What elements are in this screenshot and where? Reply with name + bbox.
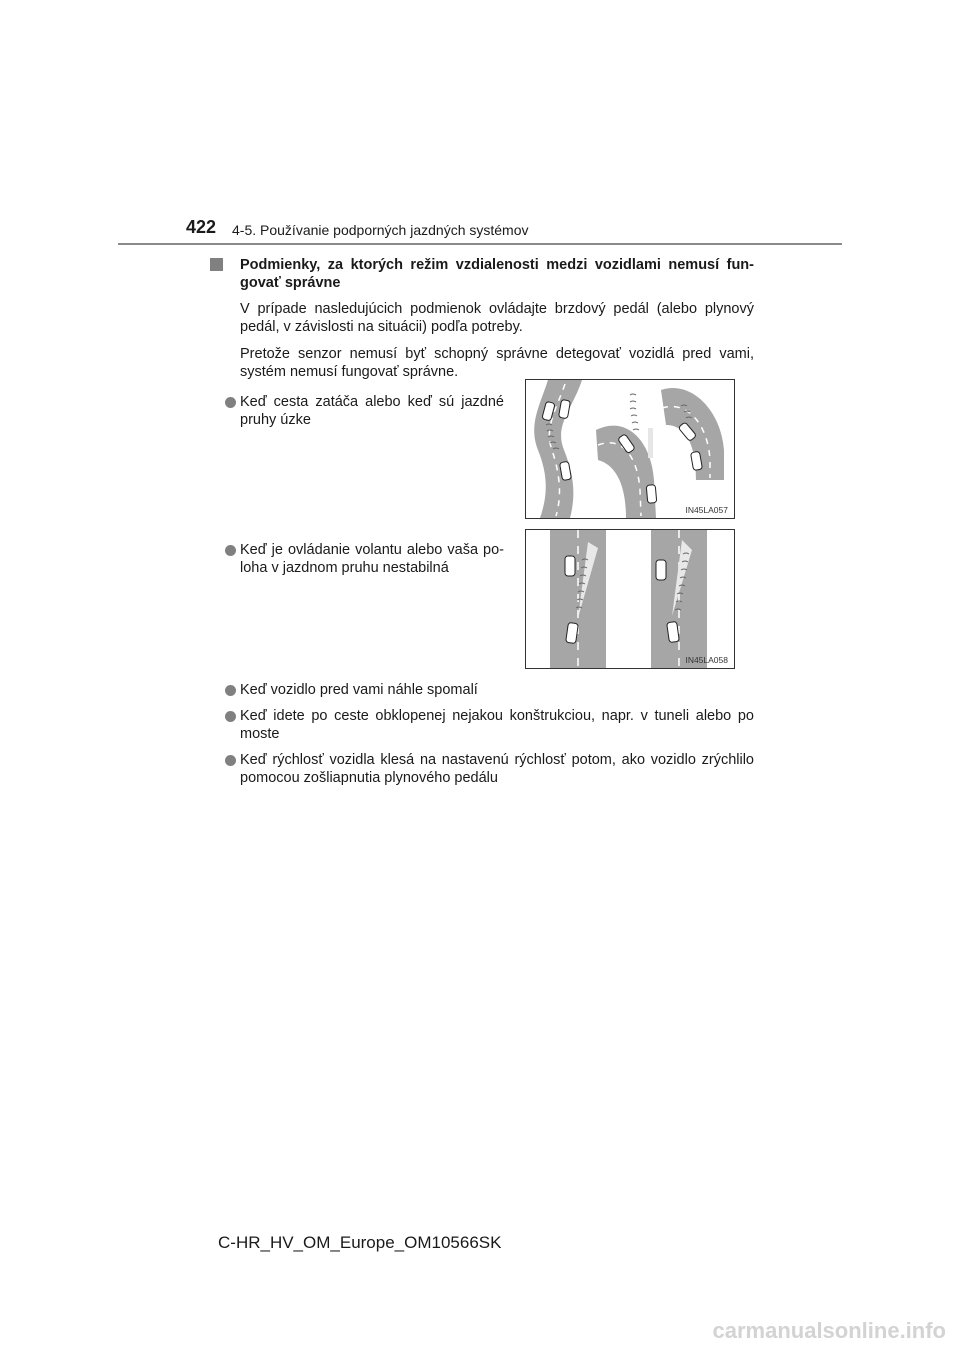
bullet-text: Keď rýchlosť vozidla klesá na nastavenú rýchlosť potom, ako vozidlo zrýchlilo pomocou zošliapnutia plynového pedálu	[240, 752, 754, 786]
site-watermark: carmanualsonline.info	[712, 1318, 946, 1343]
bullet-dot-icon	[225, 711, 236, 722]
figure-curved-roads	[525, 379, 735, 519]
bullet-dot-icon	[225, 755, 236, 766]
page-number: 422	[186, 217, 217, 237]
main-content	[210, 256, 760, 787]
bullet-text: Keď je ovládanie volantu alebo vaša po- loha v jazdnom pruhu nestabilná	[240, 542, 504, 576]
document-id: C-HR_HV_OM_Europe_OM10566SK	[218, 1233, 502, 1252]
bullet-item	[210, 751, 760, 787]
figure-code-label: IN45LA057	[685, 505, 728, 515]
paragraph-reason: Pretože senzor nemusí byť schopný správne detegovať vozidlá pred vami, systém nemusí fungovať správne.	[240, 346, 754, 380]
paragraph-instruction: V prípade nasledujúcich podmienok ovládajte brzdový pedál (alebo plynový pedál, v závislosti na situácii) podľa potreby.	[240, 301, 754, 335]
bullet-text: Keď idete po ceste obklopenej nejakou konštrukciou, napr. v tuneli alebo po moste	[240, 708, 754, 742]
figure-lane-position	[525, 529, 735, 669]
figure-code-label: IN45LA058	[685, 655, 728, 665]
curved-roads-illustration	[526, 380, 734, 518]
header-divider	[118, 243, 842, 245]
bullet-dot-icon	[225, 545, 236, 556]
bullet-item	[210, 707, 760, 743]
bullet-dot-icon	[225, 685, 236, 696]
bullet-dot-icon	[225, 397, 236, 408]
section-heading: Podmienky, za ktorých režim vzdialenosti medzi vozidlami nemusí fun- govať správne	[240, 257, 754, 291]
lane-position-illustration	[526, 530, 734, 668]
bullet-text: Keď cesta zatáča alebo keď sú jazdné pruhy úzke	[240, 394, 504, 428]
bullet-item	[210, 681, 760, 699]
section-heading-row	[210, 256, 760, 292]
section-title: 4-5. Používanie podporných jazdných systémov	[232, 222, 529, 238]
bullet-text: Keď vozidlo pred vami náhle spomalí	[240, 682, 478, 698]
square-bullet-icon	[210, 258, 223, 271]
